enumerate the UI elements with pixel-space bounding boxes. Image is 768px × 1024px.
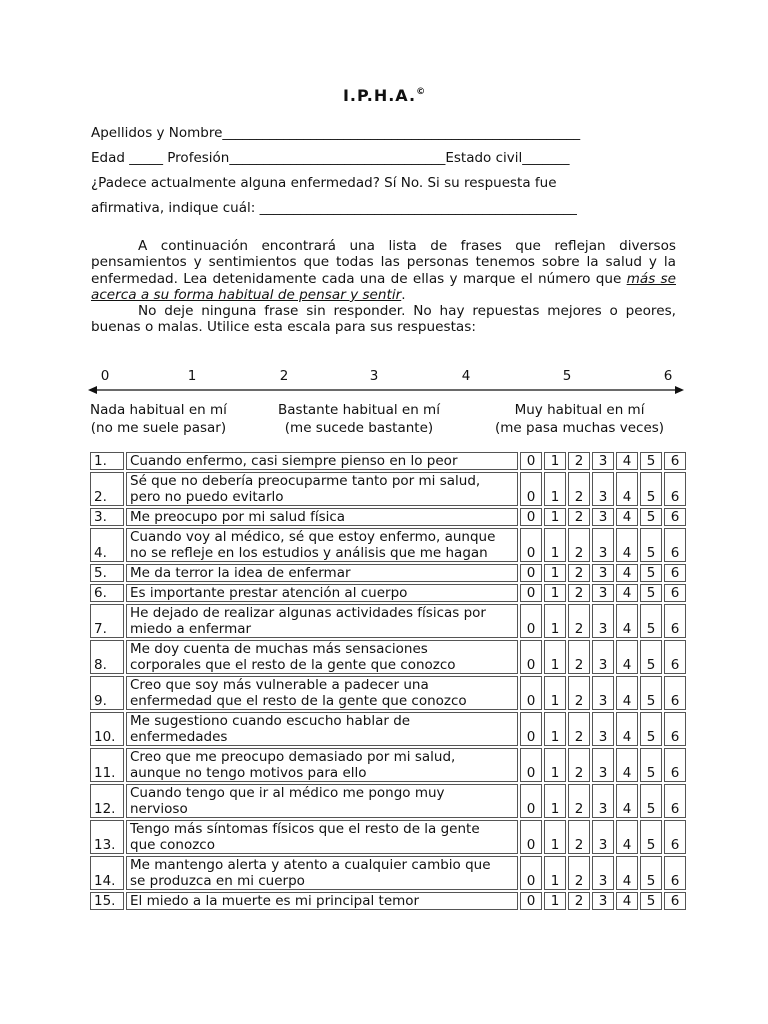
question-text-line: nervioso [130, 801, 188, 817]
question-text-line: Me preocupo por mi salud física [130, 509, 346, 525]
scale-label-low: Nada habitual en mí (no me suele pasar) [90, 402, 227, 436]
question-text [126, 892, 518, 910]
question-text [126, 452, 518, 470]
answer-option-3[interactable]: 3 [592, 892, 614, 910]
disease-specify-field[interactable]: afirmativa, indique cuál: _______________________________________________ [91, 200, 577, 216]
answer-option-5[interactable]: 5 [640, 676, 662, 710]
question-text-line: El miedo a la muerte es mi principal temor [130, 893, 420, 909]
answer-option-0[interactable]: 0 [520, 564, 542, 582]
answer-option-4[interactable]: 4 [616, 748, 638, 782]
answer-option-6[interactable]: 6 [664, 784, 686, 818]
question-text [126, 604, 518, 638]
question-text [126, 640, 518, 674]
answer-option-1[interactable]: 1 [544, 676, 566, 710]
answer-option-5[interactable]: 5 [640, 472, 662, 506]
answer-option-6[interactable]: 6 [664, 528, 686, 562]
answer-option-4[interactable]: 4 [616, 528, 638, 562]
answer-option-4[interactable]: 4 [616, 640, 638, 674]
answer-option-0[interactable]: 0 [520, 784, 542, 818]
answer-option-6[interactable]: 6 [664, 856, 686, 890]
answer-option-5[interactable]: 5 [640, 604, 662, 638]
question-text-line: miedo a enfermar [130, 621, 252, 637]
question-text [126, 528, 518, 562]
answer-option-5[interactable]: 5 [640, 528, 662, 562]
answer-option-0[interactable]: 0 [520, 676, 542, 710]
question-row [90, 856, 686, 890]
answer-option-1[interactable]: 1 [544, 748, 566, 782]
question-text-line: He dejado de realizar algunas actividades físicas por [130, 605, 486, 621]
answer-option-3[interactable]: 3 [592, 472, 614, 506]
question-row [90, 604, 686, 638]
answer-option-5[interactable]: 5 [640, 892, 662, 910]
answer-option-6[interactable]: 6 [664, 892, 686, 910]
question-text-line: Es importante prestar atención al cuerpo [130, 585, 408, 601]
questionnaire-table [88, 450, 688, 912]
scale-number: 1 [187, 368, 197, 384]
answer-option-0[interactable]: 0 [520, 452, 542, 470]
answer-option-4[interactable]: 4 [616, 676, 638, 710]
question-text-line: Cuando tengo que ir al médico me pongo muy [130, 785, 445, 801]
question-text [126, 564, 518, 582]
instructions-paragraph-1: A continuación encontrará una lista de frases que reflejan diversos pensamientos y sentimientos que todas las personas tenemos sobre la salud y la enfermedad. Lea detenidamente cada una de ellas y marque el número que más se acerca a su forma habitual de pensar y sentir. [91, 238, 676, 303]
answer-option-5[interactable]: 5 [640, 640, 662, 674]
question-row [90, 712, 686, 746]
answer-option-5[interactable]: 5 [640, 584, 662, 602]
answer-option-0[interactable]: 0 [520, 712, 542, 746]
answer-option-2[interactable]: 2 [568, 856, 590, 890]
question-text-line: Cuando enfermo, casi siempre pienso en lo peor [130, 453, 458, 469]
answer-option-6[interactable]: 6 [664, 452, 686, 470]
question-row [90, 584, 686, 602]
answer-option-3[interactable]: 3 [592, 820, 614, 854]
question-row [90, 640, 686, 674]
instructions-paragraph-2: No deje ninguna frase sin responder. No hay repuestas mejores o peores, buenas o malas. Utilice esta escala para sus respuestas: [91, 303, 676, 336]
answer-option-1[interactable]: 1 [544, 820, 566, 854]
answer-option-0[interactable]: 0 [520, 528, 542, 562]
question-number: 10. [90, 712, 124, 746]
answer-option-5[interactable]: 5 [640, 748, 662, 782]
question-number: 9. [90, 676, 124, 710]
answer-option-0[interactable]: 0 [520, 748, 542, 782]
answer-option-1[interactable]: 1 [544, 508, 566, 526]
answer-option-4[interactable]: 4 [616, 584, 638, 602]
answer-option-5[interactable]: 5 [640, 452, 662, 470]
question-text-line: pero no puedo evitarlo [130, 489, 284, 505]
answer-option-0[interactable]: 0 [520, 584, 542, 602]
question-text-line: aunque no tengo motivos para ello [130, 765, 367, 781]
question-text-line: Me doy cuenta de muchas más sensaciones [130, 641, 428, 657]
answer-option-0[interactable]: 0 [520, 892, 542, 910]
answer-option-3[interactable]: 3 [592, 712, 614, 746]
answer-option-6[interactable]: 6 [664, 676, 686, 710]
question-text [126, 820, 518, 854]
question-row [90, 452, 686, 470]
question-text [126, 748, 518, 782]
answer-option-4[interactable]: 4 [616, 508, 638, 526]
answer-option-3[interactable]: 3 [592, 528, 614, 562]
question-text-line: Sé que no debería preocuparme tanto por mi salud, [130, 473, 481, 489]
answer-option-2[interactable]: 2 [568, 748, 590, 782]
answer-option-6[interactable]: 6 [664, 604, 686, 638]
scale-arrow-icon [88, 383, 684, 397]
question-number: 15. [90, 892, 124, 910]
question-text-line: no se refleje en los estudios y análisis que me hagan [130, 545, 488, 561]
answer-option-3[interactable]: 3 [592, 748, 614, 782]
question-row [90, 472, 686, 506]
answer-option-3[interactable]: 3 [592, 784, 614, 818]
question-text-line: Cuando voy al médico, sé que estoy enfermo, aunque [130, 529, 496, 545]
answer-option-0[interactable]: 0 [520, 820, 542, 854]
scale-number: 4 [461, 368, 471, 384]
answer-option-3[interactable]: 3 [592, 604, 614, 638]
answer-option-1[interactable]: 1 [544, 856, 566, 890]
answer-option-2[interactable]: 2 [568, 784, 590, 818]
answer-option-2[interactable]: 2 [568, 452, 590, 470]
question-row [90, 676, 686, 710]
question-number: 3. [90, 508, 124, 526]
question-row [90, 892, 686, 910]
answer-option-1[interactable]: 1 [544, 892, 566, 910]
answer-option-5[interactable]: 5 [640, 820, 662, 854]
question-row [90, 748, 686, 782]
question-text [126, 472, 518, 506]
answer-option-2[interactable]: 2 [568, 472, 590, 506]
answer-option-3[interactable]: 3 [592, 452, 614, 470]
answer-option-3[interactable]: 3 [592, 640, 614, 674]
answer-option-1[interactable]: 1 [544, 564, 566, 582]
answer-option-1[interactable]: 1 [544, 472, 566, 506]
answer-option-5[interactable]: 5 [640, 508, 662, 526]
answer-option-5[interactable]: 5 [640, 856, 662, 890]
answer-option-6[interactable]: 6 [664, 584, 686, 602]
answer-option-2[interactable]: 2 [568, 564, 590, 582]
question-text-line: enfermedades [130, 729, 228, 745]
answer-option-1[interactable]: 1 [544, 528, 566, 562]
answer-option-6[interactable]: 6 [664, 564, 686, 582]
question-row [90, 508, 686, 526]
answer-option-5[interactable]: 5 [640, 564, 662, 582]
answer-option-2[interactable]: 2 [568, 820, 590, 854]
scale-label-mid: Bastante habitual en mí (me sucede bastante) [278, 402, 440, 436]
scale-number: 6 [663, 368, 673, 384]
answer-option-4[interactable]: 4 [616, 472, 638, 506]
answer-option-6[interactable]: 6 [664, 640, 686, 674]
answer-option-0[interactable]: 0 [520, 604, 542, 638]
answer-option-3[interactable]: 3 [592, 676, 614, 710]
instructions-emphasis: más se acerca a su forma habitual de pensar y sentir [91, 270, 676, 303]
answer-option-1[interactable]: 1 [544, 784, 566, 818]
title-text: I.P.H.A. [342, 86, 417, 105]
answer-option-2[interactable]: 2 [568, 712, 590, 746]
scale-number: 0 [100, 368, 110, 384]
question-number: 6. [90, 584, 124, 602]
answer-option-2[interactable]: 2 [568, 508, 590, 526]
question-text [126, 712, 518, 746]
question-row [90, 784, 686, 818]
question-text-line: Creo que me preocupo demasiado por mi salud, [130, 749, 456, 765]
question-number: 8. [90, 640, 124, 674]
scale-label-high: Muy habitual en mí (me pasa muchas veces) [495, 402, 665, 436]
copyright-mark: © [416, 87, 426, 97]
question-number: 5. [90, 564, 124, 582]
answer-option-3[interactable]: 3 [592, 584, 614, 602]
question-text [126, 676, 518, 710]
name-field[interactable]: Apellidos y Nombre_____________________________________________________ [91, 125, 581, 141]
instructions [91, 238, 676, 336]
answer-option-1[interactable]: 1 [544, 452, 566, 470]
scale-number: 3 [369, 368, 379, 384]
question-number: 7. [90, 604, 124, 638]
scale-number: 5 [562, 368, 572, 384]
question-number: 14. [90, 856, 124, 890]
answer-option-2[interactable]: 2 [568, 676, 590, 710]
question-row [90, 528, 686, 562]
answer-option-4[interactable]: 4 [616, 820, 638, 854]
question-text-line: se produzca en mi cuerpo [130, 873, 305, 889]
answer-option-1[interactable]: 1 [544, 712, 566, 746]
question-text-line: Me da terror la idea de enfermar [130, 565, 351, 581]
answer-option-4[interactable]: 4 [616, 712, 638, 746]
answer-option-2[interactable]: 2 [568, 584, 590, 602]
answer-option-4[interactable]: 4 [616, 452, 638, 470]
answer-option-0[interactable]: 0 [520, 640, 542, 674]
question-number: 2. [90, 472, 124, 506]
answer-option-6[interactable]: 6 [664, 820, 686, 854]
question-text [126, 784, 518, 818]
question-text-line: Creo que soy más vulnerable a padecer una [130, 677, 429, 693]
answer-option-2[interactable]: 2 [568, 640, 590, 674]
question-text-line: Tengo más síntomas físicos que el resto de la gente [130, 821, 480, 837]
question-text-line: Me mantengo alerta y atento a cualquier cambio que [130, 857, 491, 873]
question-number: 4. [90, 528, 124, 562]
answer-option-4[interactable]: 4 [616, 784, 638, 818]
answer-option-2[interactable]: 2 [568, 528, 590, 562]
question-row [90, 564, 686, 582]
answer-option-1[interactable]: 1 [544, 640, 566, 674]
answer-option-0[interactable]: 0 [520, 856, 542, 890]
answer-option-4[interactable]: 4 [616, 564, 638, 582]
question-text-line: corporales que el resto de la gente que conozco [130, 657, 456, 673]
answer-option-1[interactable]: 1 [544, 604, 566, 638]
page-title [0, 86, 768, 105]
answer-option-6[interactable]: 6 [664, 508, 686, 526]
question-text [126, 584, 518, 602]
answer-option-4[interactable]: 4 [616, 856, 638, 890]
answer-option-5[interactable]: 5 [640, 712, 662, 746]
answer-option-6[interactable]: 6 [664, 712, 686, 746]
answer-option-1[interactable]: 1 [544, 584, 566, 602]
answer-option-3[interactable]: 3 [592, 508, 614, 526]
question-row [90, 820, 686, 854]
question-number: 11. [90, 748, 124, 782]
answer-option-2[interactable]: 2 [568, 604, 590, 638]
question-number: 12. [90, 784, 124, 818]
answer-option-2[interactable]: 2 [568, 892, 590, 910]
answer-option-0[interactable]: 0 [520, 472, 542, 506]
answer-option-0[interactable]: 0 [520, 508, 542, 526]
scale-number: 2 [279, 368, 289, 384]
answer-option-5[interactable]: 5 [640, 784, 662, 818]
answer-option-3[interactable]: 3 [592, 564, 614, 582]
answer-option-6[interactable]: 6 [664, 748, 686, 782]
question-text-line: enfermedad que el resto de la gente que conozco [130, 693, 467, 709]
answer-option-4[interactable]: 4 [616, 892, 638, 910]
question-text-line: que conozco [130, 837, 215, 853]
age-profession-civil-status-field[interactable]: Edad _____ Profesión________________________________Estado civil_______ [91, 150, 570, 166]
answer-option-4[interactable]: 4 [616, 604, 638, 638]
question-text [126, 508, 518, 526]
question-number: 13. [90, 820, 124, 854]
question-number: 1. [90, 452, 124, 470]
disease-question: ¿Padece actualmente alguna enfermedad? Sí No. Si su respuesta fue [91, 175, 557, 191]
question-text-line: Me sugestiono cuando escucho hablar de [130, 713, 411, 729]
question-text [126, 856, 518, 890]
answer-option-6[interactable]: 6 [664, 472, 686, 506]
answer-option-3[interactable]: 3 [592, 856, 614, 890]
